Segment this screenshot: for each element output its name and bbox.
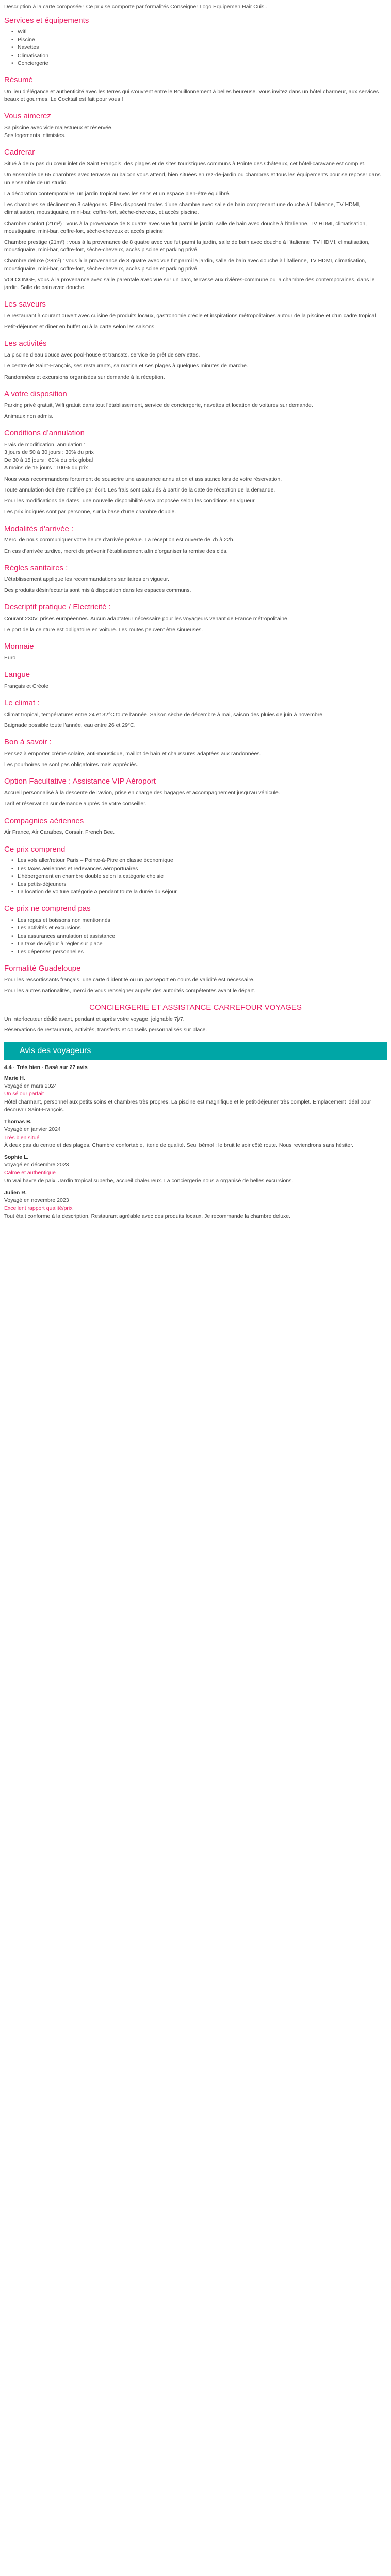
compagnies-text: Air France, Air Caraïbes, Corsair, French Bee.	[4, 829, 115, 836]
modalites-paragraph: En cas d’arrivée tardive, merci de prévenir l’établissement afin d’organiser la remise des clés.	[4, 548, 228, 554]
comprend-item: • Les petits-déjeuners	[18, 880, 387, 888]
regles-paragraph: Des produits désinfectants sont mis à disposition dans les espaces communs.	[4, 587, 191, 594]
langue-text: Français et Créole	[4, 683, 48, 689]
activites-paragraph: Le centre de Saint-François, ses restaurants, sa marina et ses plages à quelques minutes de marche.	[4, 363, 248, 369]
review-date: Voyagé en décembre 2023	[4, 1162, 69, 1168]
activites-heading: Les activités	[4, 339, 47, 348]
room-description: Chambre confort (21m²) : vous à la provenance de 8 quatre avec vue fut parmi le jardin, salle de bain avec douche à l’italienne, TV HDMI, climatisation, moustiquaire, mini-bar, coffre-fort, sèche-cheveux et accès piscine.	[4, 220, 367, 234]
ne-comprend-pas-list	[4, 917, 387, 956]
saveurs-heading: Les saveurs	[4, 300, 46, 309]
comprend-item: • Les taxes aériennes et redevances aéroportuaires	[18, 865, 387, 873]
review-author: Sophie L.	[4, 1154, 29, 1160]
review-body: Un vrai havre de paix. Jardin tropical superbe, accueil chaleureux. La conciergerie nous a organisé de belles excursions.	[4, 1177, 294, 1184]
formalite-heading: Formalité Guadeloupe	[4, 964, 81, 973]
saveurs-paragraph: Le restaurant à courant ouvert avec cuisine de produits locaux, gastronomie créole et inspirations métropolitaines autour de la piscine et d’un cadre tropical.	[4, 313, 378, 319]
review-date: Voyagé en janvier 2024	[4, 1126, 61, 1133]
review-date: Voyagé en mars 2024	[4, 1083, 57, 1090]
regles-paragraph: L’établissement applique les recommandations sanitaires en vigueur.	[4, 576, 169, 583]
option-heading: Option Facultative : Assistance VIP Aéroport	[4, 777, 156, 786]
services-list	[4, 28, 387, 67]
service-item: • Navettes	[18, 44, 387, 52]
review-body: Hôtel charmant, personnel aux petits soins et chambres très propres. La piscine est magnifique et le petit-déjeuner très complet. Emplacement idéal pour découvrir Saint-François.	[4, 1098, 371, 1113]
descriptif-paragraph: Le port de la ceinture est obligatoire en voiture. Les routes peuvent être sinueuses.	[4, 626, 203, 633]
ne-comprend-pas-heading: Ce prix ne comprend pas	[4, 904, 91, 913]
option-paragraph: Accueil personnalisé à la descente de l’avion, prise en charge des bagages et accompagnement jusqu’au véhicule.	[4, 790, 280, 796]
descriptif-paragraph: Courant 230V, prises européennes. Aucun adaptateur nécessaire pour les voyageurs venant de France métropolitaine.	[4, 615, 289, 622]
conditions-line: De 30 à 15 jours : 60% du prix global	[4, 457, 93, 464]
service-item: • Wifi	[18, 28, 387, 36]
cadre-paragraph: Situé à deux pas du cœur inlet de Saint François, des plages et de sites touristiques communs à Pointe des Châteaux, cet hôtel-caravane est complet.	[4, 161, 366, 167]
regles-heading: Règles sanitaires :	[4, 563, 68, 572]
ne-comprend-pas-item: • Les activités et excursions	[18, 924, 387, 932]
review-item	[4, 1075, 387, 1114]
conditions-line: A moins de 15 jours : 100% du prix	[4, 465, 88, 471]
review-title: Un séjour parfait	[4, 1091, 44, 1097]
conditions-paragraph: Les prix indiqués sont par personne, sur la base d’une chambre double.	[4, 509, 176, 515]
comprend-list	[4, 857, 387, 896]
conditions-paragraph: Pour les modifications de dates, une nouvelle disponibilité sera proposée selon les conditions en vigueur.	[4, 498, 256, 504]
review-author: Julien R.	[4, 1189, 27, 1196]
climat-paragraph: Climat tropical, températures entre 24 et 32°C toute l’année. Saison sèche de décembre à mai, saison des pluies de juin à novembre.	[4, 711, 324, 718]
review-item	[4, 1189, 387, 1221]
compagnies-heading: Compagnies aériennes	[4, 816, 84, 825]
bon-a-savoir-paragraph: Les pourboires ne sont pas obligatoires mais appréciés.	[4, 761, 138, 768]
conditions-paragraph: Toute annulation doit être notifiée par écrit. Les frais sont calculés à partir de la date de réception de la demande.	[4, 486, 275, 493]
service-item: • Conciergerie	[18, 60, 387, 67]
review-body: À deux pas du centre et des plages. Chambre confortable, literie de qualité. Seul bémol : le bruit le soir côté route. Nous reviendrons sans hésiter.	[4, 1142, 354, 1148]
room-description: VOLCONGE, vous à la provenance avec salle parentale avec vue sur un parc, terrasse aux rivières-commune ou la chambre des contemporaines, dans le jardin. Salle de bain avec douche.	[4, 276, 375, 291]
saveurs-paragraph: Petit-déjeuner et dîner en buffet ou à la carte selon les saisons.	[4, 324, 156, 330]
conciergerie-heading: CONCIERGERIE ET ASSISTANCE CARREFOUR VOYAGES	[89, 1003, 302, 1012]
reviews-summary: 4.4 · Très bien · Basé sur 27 avis	[4, 1064, 88, 1071]
resume-text: Un lieu d’élégance et authenticité avec les terres qui s’ouvrent entre le Bouillonnement à belles heureuse. Vous invitez dans un hôtel charmeur, aux services beaux et gourmes. Le Cocktail est fait pour vous !	[4, 88, 379, 103]
cadre-paragraph: La décoration contemporaine, un jardin tropical avec les sens et un espace bien-être équilibré.	[4, 190, 231, 197]
resume-heading: Résumé	[4, 76, 33, 85]
bon-a-savoir-heading: Bon à savoir :	[4, 738, 52, 747]
review-author: Marie H.	[4, 1075, 25, 1082]
monnaie-heading: Monnaie	[4, 642, 34, 651]
monnaie-text: Euro	[4, 654, 16, 661]
disposition-paragraph: Animaux non admis.	[4, 413, 54, 419]
review-title: Excellent rapport qualité/prix	[4, 1205, 73, 1212]
service-item: • Climatisation	[18, 52, 387, 60]
lead-text: Description à la carte composée ! Ce prix se comporte par formalités Conseigner Logo Equipemen Hair Cuis..	[4, 4, 268, 10]
conditions-line: 3 jours de 50 à 30 jours : 30% du prix	[4, 449, 94, 455]
formalite-paragraph: Pour les ressortissants français, une carte d’identité ou un passeport en cours de validité est nécessaire.	[4, 977, 255, 983]
room-description: Chambre deluxe (28m²) : vous à la provenance de 8 quatre avec vue fut parmi la jardin, salle de bain avec douche à l’italienne, TV HDMI, climatisation, moustiquaire, mini-bar, coffre-fort, sèche-cheveux, accès piscine et parking privé.	[4, 258, 366, 272]
comprend-heading: Ce prix comprend	[4, 844, 66, 854]
conditions-paragraph: Nous vous recommandons fortement de souscrire une assurance annulation et assistance lors de votre réservation.	[4, 476, 282, 482]
climat-heading: Le climat :	[4, 699, 40, 708]
vous-aimerez-heading: Vous aimerez	[4, 112, 51, 121]
cadre-paragraph: Les chambres se déclinent en 3 catégories. Elles disposent toutes d’une chambre avec salle de bain comprenant une douche à l’italienne, TV HDMI, climatisation, moustiquaire, mini-bar, coffre-fort, sèche-cheveux, et accès piscine.	[4, 201, 361, 216]
review-date: Voyagé en novembre 2023	[4, 1197, 69, 1204]
descriptif-heading: Descriptif pratique / Electricité :	[4, 602, 111, 612]
modalites-paragraph: Merci de nous communiquer votre heure d’arrivée prévue. La réception est ouverte de 7h à 22h.	[4, 537, 235, 544]
room-description: Chambre prestige (21m²) : vous à la provenance de 8 quatre avec vue fut parmi la jardin, salle de bain avec douche à l’italienne, TV HDMI, climatisation, moustiquaire, mini-bar, coffre-fort, sèche-cheveux, accès piscine et parking privé.	[4, 239, 370, 253]
cadre-paragraph: Un ensemble de 65 chambres avec terrasse ou balcon vous attend, bien situées en rez-de-jardin ou chambres et tous les équipements pour se reposer dans un ensemble de un studio.	[4, 172, 381, 186]
comprend-item: • Les vols aller/retour Paris – Pointe-à-Pitre en classe économique	[18, 857, 387, 865]
formalite-paragraph: Pour les autres nationalités, merci de vous renseigner auprès des autorités compétentes avant le départ.	[4, 988, 255, 994]
service-item: • Piscine	[18, 36, 387, 44]
conditions-line: Frais de modification, annulation :	[4, 441, 86, 448]
vous-aimerez-line: Sa piscine avec vide majestueux et réservée.	[4, 125, 113, 131]
activites-paragraph: Randonnées et excursions organisées sur demande à la réception.	[4, 374, 165, 380]
activites-paragraph: La piscine d’eau douce avec pool-house et transats, service de prêt de serviettes.	[4, 352, 200, 359]
ne-comprend-pas-item: • Les dépenses personnelles	[18, 948, 387, 956]
comprend-item: • La location de voiture catégorie A pendant toute la durée du séjour	[18, 888, 387, 896]
review-item	[4, 1118, 387, 1149]
option-paragraph: Tarif et réservation sur demande auprès de votre conseiller.	[4, 801, 147, 807]
review-body: Tout était conforme à la description. Restaurant agréable avec des produits locaux. Je recommande la chambre deluxe.	[4, 1213, 291, 1219]
comprend-item: • L’hébergement en chambre double selon la catégorie choisie	[18, 873, 387, 880]
conditions-heading: Conditions d’annulation	[4, 429, 85, 438]
ne-comprend-pas-item: • Les assurances annulation et assistance	[18, 933, 387, 940]
cadre-heading: Cadrerar	[4, 148, 35, 157]
reviews-banner: Avis des voyageurs	[4, 1042, 387, 1060]
review-title: Très bien situé	[4, 1134, 40, 1141]
conciergerie-paragraph: Réservations de restaurants, activités, transferts et conseils personnalisés sur place.	[4, 1027, 207, 1033]
bon-a-savoir-paragraph: Pensez à emporter crème solaire, anti-moustique, maillot de bain et chaussures adaptées aux randonnées.	[4, 750, 262, 757]
vous-aimerez-line: Ses logements intimistes.	[4, 132, 66, 139]
review-item	[4, 1154, 387, 1185]
services-heading: Services et équipements	[4, 16, 89, 25]
langue-heading: Langue	[4, 670, 30, 680]
modalites-heading: Modalités d’arrivée :	[4, 524, 74, 533]
climat-paragraph: Baignade possible toute l’année, eau entre 26 et 29°C.	[4, 722, 136, 728]
conciergerie-paragraph: Un interlocuteur dédié avant, pendant et après votre voyage, joignable 7j/7.	[4, 1016, 185, 1023]
review-author: Thomas B.	[4, 1118, 32, 1125]
disposition-paragraph: Parking privé gratuit, Wifi gratuit dans tout l’établissement, service de conciergerie, navettes et location de voitures sur demande.	[4, 402, 313, 409]
ne-comprend-pas-item: • Les repas et boissons non mentionnés	[18, 917, 387, 924]
review-title: Calme et authentique	[4, 1170, 56, 1176]
disposition-heading: A votre disposition	[4, 389, 67, 398]
ne-comprend-pas-item: • La taxe de séjour à régler sur place	[18, 940, 387, 948]
page	[0, 0, 391, 1221]
